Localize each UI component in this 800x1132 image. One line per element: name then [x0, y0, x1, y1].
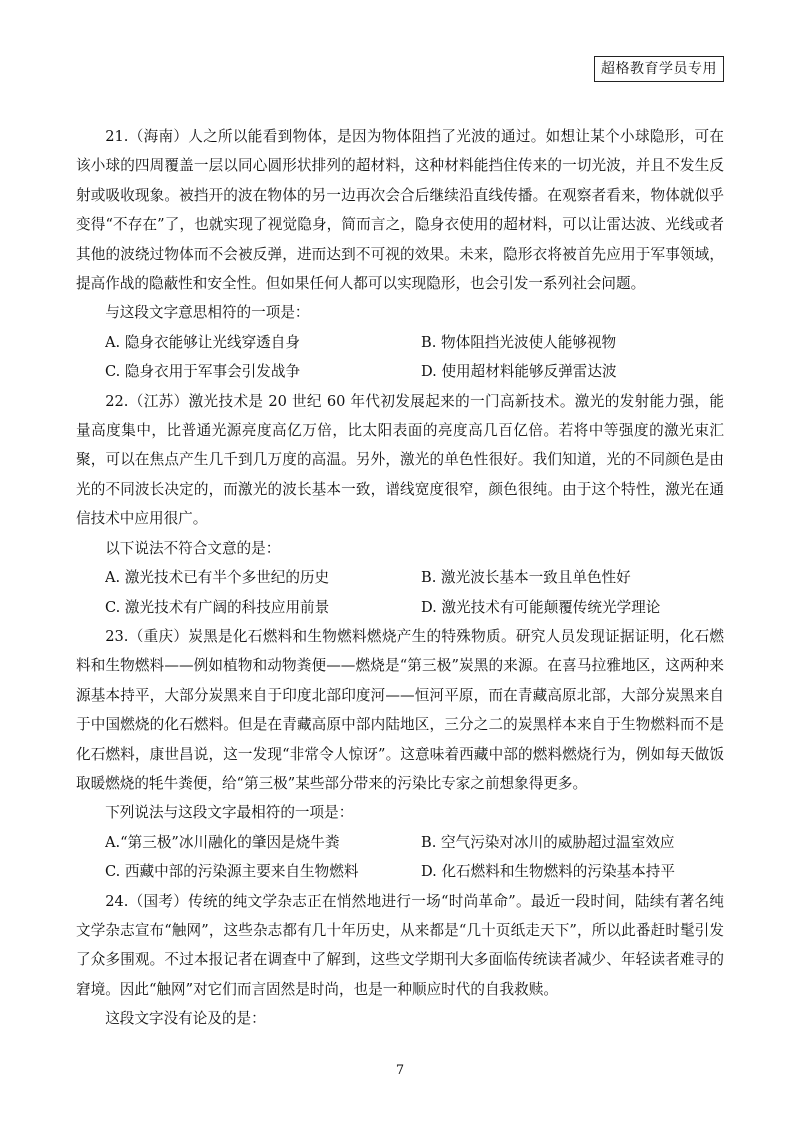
question-21-option-d: D. 使用超材料能够反弹雷达波	[421, 363, 617, 381]
question-22-prompt: 以下说法不符合文意的是：	[105, 539, 281, 557]
question-23-options	[76, 828, 724, 887]
question-21-options	[76, 328, 724, 387]
question-21-prompt: 与这段文字意思相符的一项是：	[105, 304, 310, 322]
question-21-option-c: C. 隐身衣用于军事会引发战争	[105, 363, 301, 381]
question-23-option-b: B. 空气污染对冰川的威胁超过温室效应	[421, 833, 675, 851]
question-23-option-c: C. 西藏中部的污染源主要来自生物燃料	[105, 863, 359, 881]
page-number: 7	[395, 1063, 405, 1078]
question-24-passage: 24.（国考）传统的纯文学杂志正在悄然地进行一场“时尚革命”。最近一段时间，陆续有著名纯文学杂志宣布“触网”，这些杂志都有几十年历史，从来都是“几十页纸走天下”，所以此番赶时髦引发了众多围观。不过本报记者在调查中了解到，这些文学期刊大多面临传统读者减少、年轻读者难寻的窘境。因此“触网”对它们而言固然是时尚，也是一种顺应时代的自我救赎。	[76, 892, 724, 998]
question-22-passage: 22.（江苏）激光技术是 20 世纪 60 年代初发展起来的一门高新技术。激光的发射能力强，能量高度集中，比普通光源亮度高亿万倍，比太阳表面的亮度高几百亿倍。若将中等强度的激光束汇聚，可以在焦点产生几千到几万度的高温。另外，激光的单色性很好。我们知道，光的不同颜色是由光的不同波长决定的，而激光的波长基本一致，谱线宽度很窄，颜色很纯。由于这个特性，激光在通信技术中应用很广。	[76, 392, 724, 528]
question-24-prompt: 这段文字没有论及的是：	[105, 1010, 266, 1028]
question-23-passage: 23.（重庆）炭黑是化石燃料和生物燃料燃烧产生的特殊物质。研究人员发现证据证明，化石燃料和生物燃料——例如植物和动物粪便——燃烧是“第三极”炭黑的来源。在喜马拉雅地区，这两种来源基本持平，大部分炭黑来自于印度北部印度河——恒河平原，而在青藏高原北部，大部分炭黑来自于中国燃烧的化石燃料。但是在青藏高原中部内陆地区，三分之二的炭黑样本来自于生物燃料而不是化石燃料，康世昌说，这一发现“非常令人惊讶”。这意味着西藏中部的燃料燃烧行为，例如每天做饭取暖燃烧的牦牛粪便，给“第三极”某些部分带来的污染比专家之前想象得更多。	[76, 627, 724, 792]
question-21-option-b: B. 物体阻挡光波使人能够视物	[421, 333, 617, 351]
question-23-option-a: A.“第三极”冰川融化的肇因是烧牛粪	[105, 833, 340, 851]
question-23-prompt: 下列说法与这段文字最相符的一项是：	[105, 804, 354, 822]
question-22-option-b: B. 激光波长基本一致且单色性好	[421, 569, 631, 587]
header-tag: 超格教育学员专用	[594, 56, 724, 82]
questions-content	[76, 122, 724, 1034]
question-22-option-a: A. 激光技术已有半个多世纪的历史	[105, 569, 330, 587]
question-23	[76, 622, 724, 887]
question-22	[76, 387, 724, 622]
question-21-passage: 21.（海南）人之所以能看到物体，是因为物体阻挡了光波的通过。如想让某个小球隐形，可在该小球的四周覆盖一层以同心圆形状排列的超材料，这种材料能挡住传来的一切光波，并且不发生反射或吸收现象。被挡开的波在物体的另一边再次会合后继续沿直线传播。在观察者看来，物体就似乎变得“不存在”了，也就实现了视觉隐身，简而言之，隐身衣使用的超材料，可以让雷达波、光线或者其他的波绕过物体而不会被反弹，进而达到不可视的效果。未来，隐形衣将被首先应用于军事领域，提高作战的隐蔽性和安全性。但如果任何人都可以实现隐形，也会引发一系列社会问题。	[76, 128, 724, 293]
question-22-option-d: D. 激光技术有可能颠覆传统光学理论	[421, 598, 661, 616]
question-22-options	[76, 563, 724, 622]
question-21	[76, 122, 724, 387]
question-24	[76, 887, 724, 1034]
question-23-option-d: D. 化石燃料和生物燃料的污染基本持平	[421, 863, 675, 881]
question-22-option-c: C. 激光技术有广阔的科技应用前景	[105, 598, 330, 616]
question-21-option-a: A. 隐身衣能够让光线穿透自身	[105, 333, 300, 351]
